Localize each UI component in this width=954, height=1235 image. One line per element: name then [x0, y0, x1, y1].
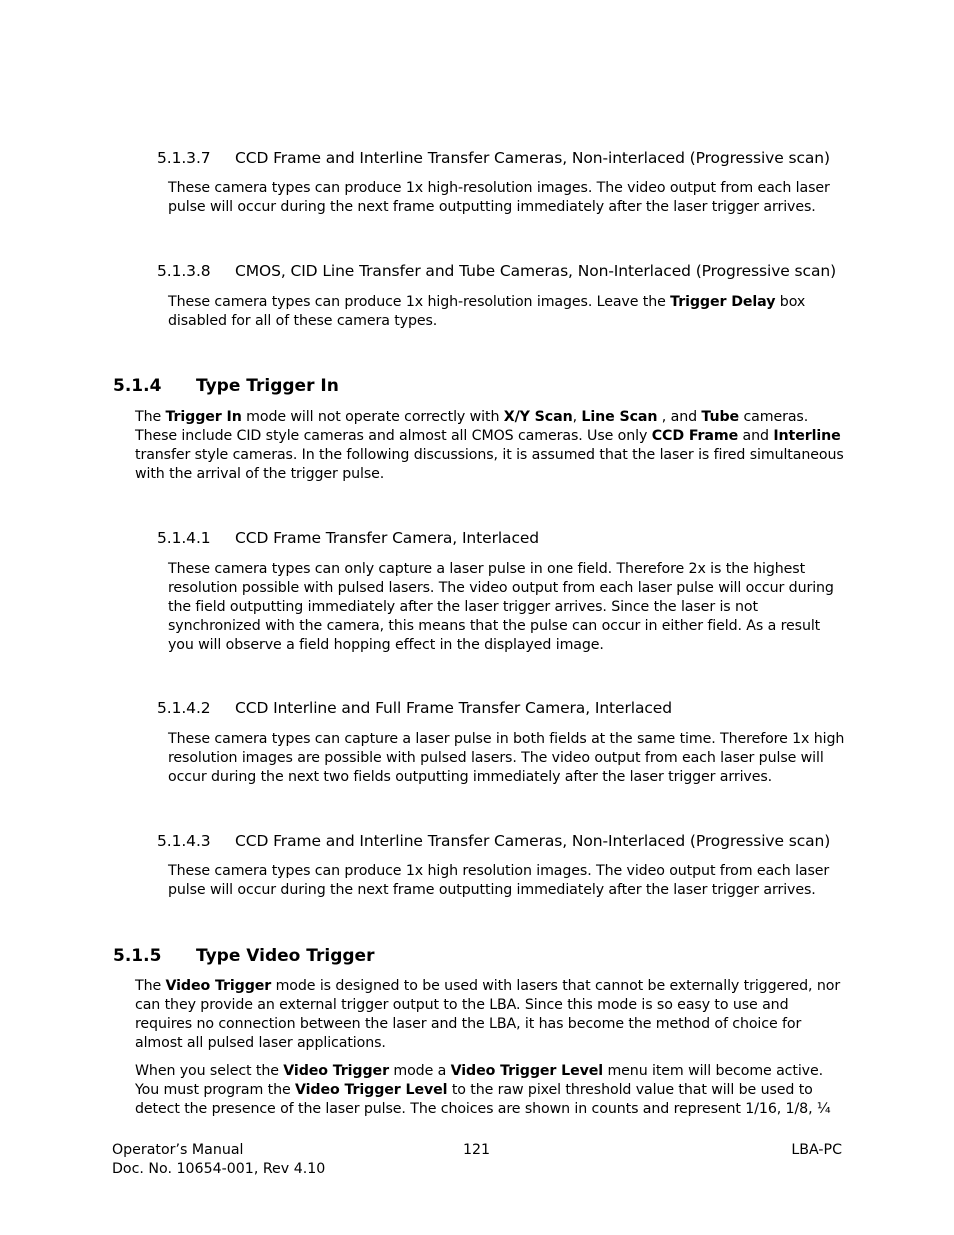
- bold-term: Video Trigger Level: [450, 1063, 604, 1079]
- paragraph-5-1-4-3: These camera types can produce 1x high resolution images. The video output from each laser pulse will occur during the next frame outputting immediately after the laser trigger arrives.: [168, 863, 830, 898]
- text-run: , and: [657, 409, 702, 425]
- bold-term: Video Trigger Level: [295, 1082, 448, 1098]
- text-run: mode a: [388, 1063, 451, 1079]
- footer-manual-title: Operator’s Manual: [112, 1142, 244, 1158]
- bold-term: Trigger Delay: [670, 294, 776, 310]
- bold-term: X/Y Scan: [503, 409, 573, 425]
- page-number: 121: [463, 1142, 491, 1158]
- heading-5-1-3-8: [157, 262, 836, 280]
- text-run: to the raw pixel threshold value that will be used to detect the presence of the laser pulse. The choices are shown in counts and represent 1/16, 1/8, ¼: [135, 1082, 831, 1117]
- heading-title: CCD Interline and Full Frame Transfer Camera, Interlaced: [235, 699, 672, 717]
- paragraph-5-1-4-1: These camera types can only capture a laser pulse in one field. Therefore 2x is the highest resolution possible with pulsed lasers. The video output from each laser pulse will occur during the field outputting immediately after the laser trigger arrives. Since the laser is not synchronized with the camera, this means that the pulse can occur in either field. As a result you will observe a field hopping effect in the displayed image.: [168, 561, 834, 653]
- heading-title: CCD Frame Transfer Camera, Interlaced: [235, 529, 540, 547]
- text-run: cameras. These include CID style cameras and almost all CMOS cameras. Use only: [135, 409, 809, 444]
- heading-title: CCD Frame and Interline Transfer Cameras, Non-Interlaced (Progressive scan): [235, 832, 831, 850]
- text-run: mode will not operate correctly with: [241, 409, 504, 425]
- text-run: The: [135, 978, 166, 994]
- heading-5-1-4-3: [157, 832, 830, 850]
- heading-number: 5.1.5: [113, 946, 162, 966]
- bold-term: Trigger In: [165, 409, 242, 425]
- text-run: ,: [572, 409, 582, 425]
- heading-title: CMOS, CID Line Transfer and Tube Cameras, Non-Interlaced (Progressive scan): [235, 262, 837, 280]
- bold-term: CCD Frame: [651, 428, 739, 444]
- bold-term: Line Scan: [581, 409, 658, 425]
- heading-5-1-4-2: [157, 699, 672, 717]
- heading-5-1-4: [113, 376, 339, 396]
- text-run: When you select the: [135, 1063, 284, 1079]
- bold-term: Tube: [701, 409, 740, 425]
- heading-5-1-5: [113, 946, 374, 966]
- heading-5-1-3-7: [157, 149, 830, 167]
- paragraph-5-1-4-2: These camera types can capture a laser pulse in both fields at the same time. Therefore 1x high resolution images are possible with pulsed lasers. The video output from each laser pulse will occur during the next two fields outputting immediately after the laser trigger arrives.: [168, 731, 845, 785]
- text-run: menu item will become active. You must program the: [135, 1063, 824, 1098]
- bold-term: Video Trigger: [283, 1063, 389, 1079]
- heading-5-1-4-1: [157, 529, 539, 547]
- heading-number: 5.1.4.3: [157, 832, 211, 850]
- paragraph-5-1-3-7: These camera types can produce 1x high-resolution images. The video output from each laser pulse will occur during the next frame outputting immediately after the laser trigger arrives.: [168, 180, 830, 215]
- paragraph-5-1-4: [135, 408, 848, 484]
- text-run: transfer style cameras. In the following discussions, it is assumed that the laser is fired simultaneous with the arrival of the trigger pulse.: [135, 447, 844, 482]
- bold-term: Video Trigger: [165, 978, 272, 994]
- heading-number: 5.1.3.7: [157, 149, 211, 167]
- heading-number: 5.1.3.8: [157, 262, 211, 280]
- bold-term: Interline: [773, 428, 841, 444]
- heading-title: Type Trigger In: [196, 376, 339, 396]
- heading-number: 5.1.4: [113, 376, 162, 396]
- footer-product-name: LBA-PC: [791, 1142, 842, 1158]
- text-run: box disabled for all of these camera types.: [168, 294, 806, 329]
- text-run: The: [135, 409, 166, 425]
- heading-number: 5.1.4.2: [157, 699, 211, 717]
- text-run: mode is designed to be used with lasers that cannot be externally triggered, nor can they provide an external trigger output to the LBA. Since this mode is so easy to use and requires no connection between the laser and the LBA, it has become the method of choice for almost all pulsed laser applications.: [135, 978, 841, 1051]
- paragraph-5-1-5-a: [135, 977, 848, 1053]
- heading-number: 5.1.4.1: [157, 529, 211, 547]
- heading-title: Type Video Trigger: [196, 946, 375, 966]
- paragraph-5-1-5-b: [135, 1062, 848, 1119]
- footer-doc-number: Doc. No. 10654-001, Rev 4.10: [112, 1161, 326, 1177]
- paragraph-5-1-3-8: [168, 293, 848, 331]
- heading-title: CCD Frame and Interline Transfer Cameras, Non-interlaced (Progressive scan): [235, 149, 830, 167]
- text-run: and: [738, 428, 774, 444]
- text-run: These camera types can produce 1x high-resolution images. Leave the: [168, 294, 671, 310]
